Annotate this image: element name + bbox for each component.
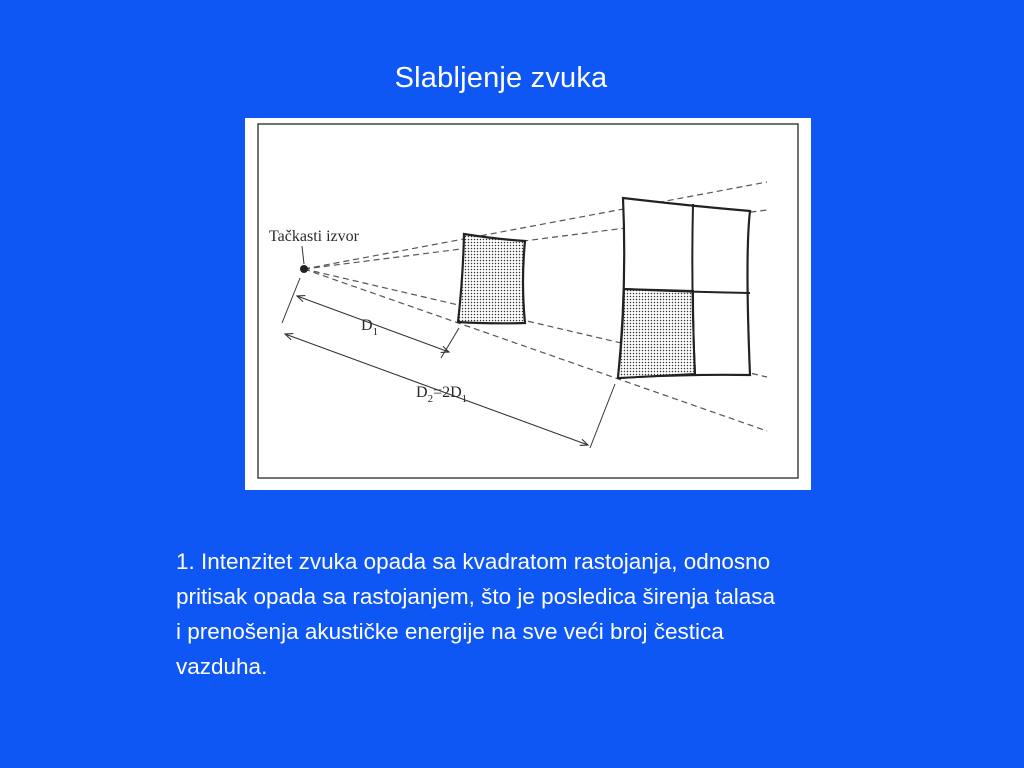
slide-title: Slabljenje zvuka [394, 62, 608, 94]
paragraph-line: i prenošenja akustičke energije na sve veći broj čestica [176, 619, 724, 644]
d2-label: $D_2=2D_1$ [416, 384, 468, 405]
far-surface-grid [618, 198, 750, 378]
near-surface-patch [458, 234, 525, 323]
explanation-paragraph [176, 544, 956, 684]
d1-dimension-arrow [297, 296, 449, 352]
paragraph-line: pritisak opada sa rastojanjem, što je posledica širenja talasa [176, 584, 776, 609]
far-surface-stippled-cell [618, 289, 695, 378]
paragraph-line: 1. Intenzitet zvuka opada sa kvadratom rastojanja, odnosno [176, 549, 771, 574]
inverse-square-law-figure [245, 118, 811, 490]
point-source-dot [300, 265, 308, 273]
d1-label: $D_1$ [361, 317, 379, 338]
point-source-label: Tačkasti izvor [269, 228, 359, 245]
paragraph-line: vazduha. [176, 654, 268, 679]
